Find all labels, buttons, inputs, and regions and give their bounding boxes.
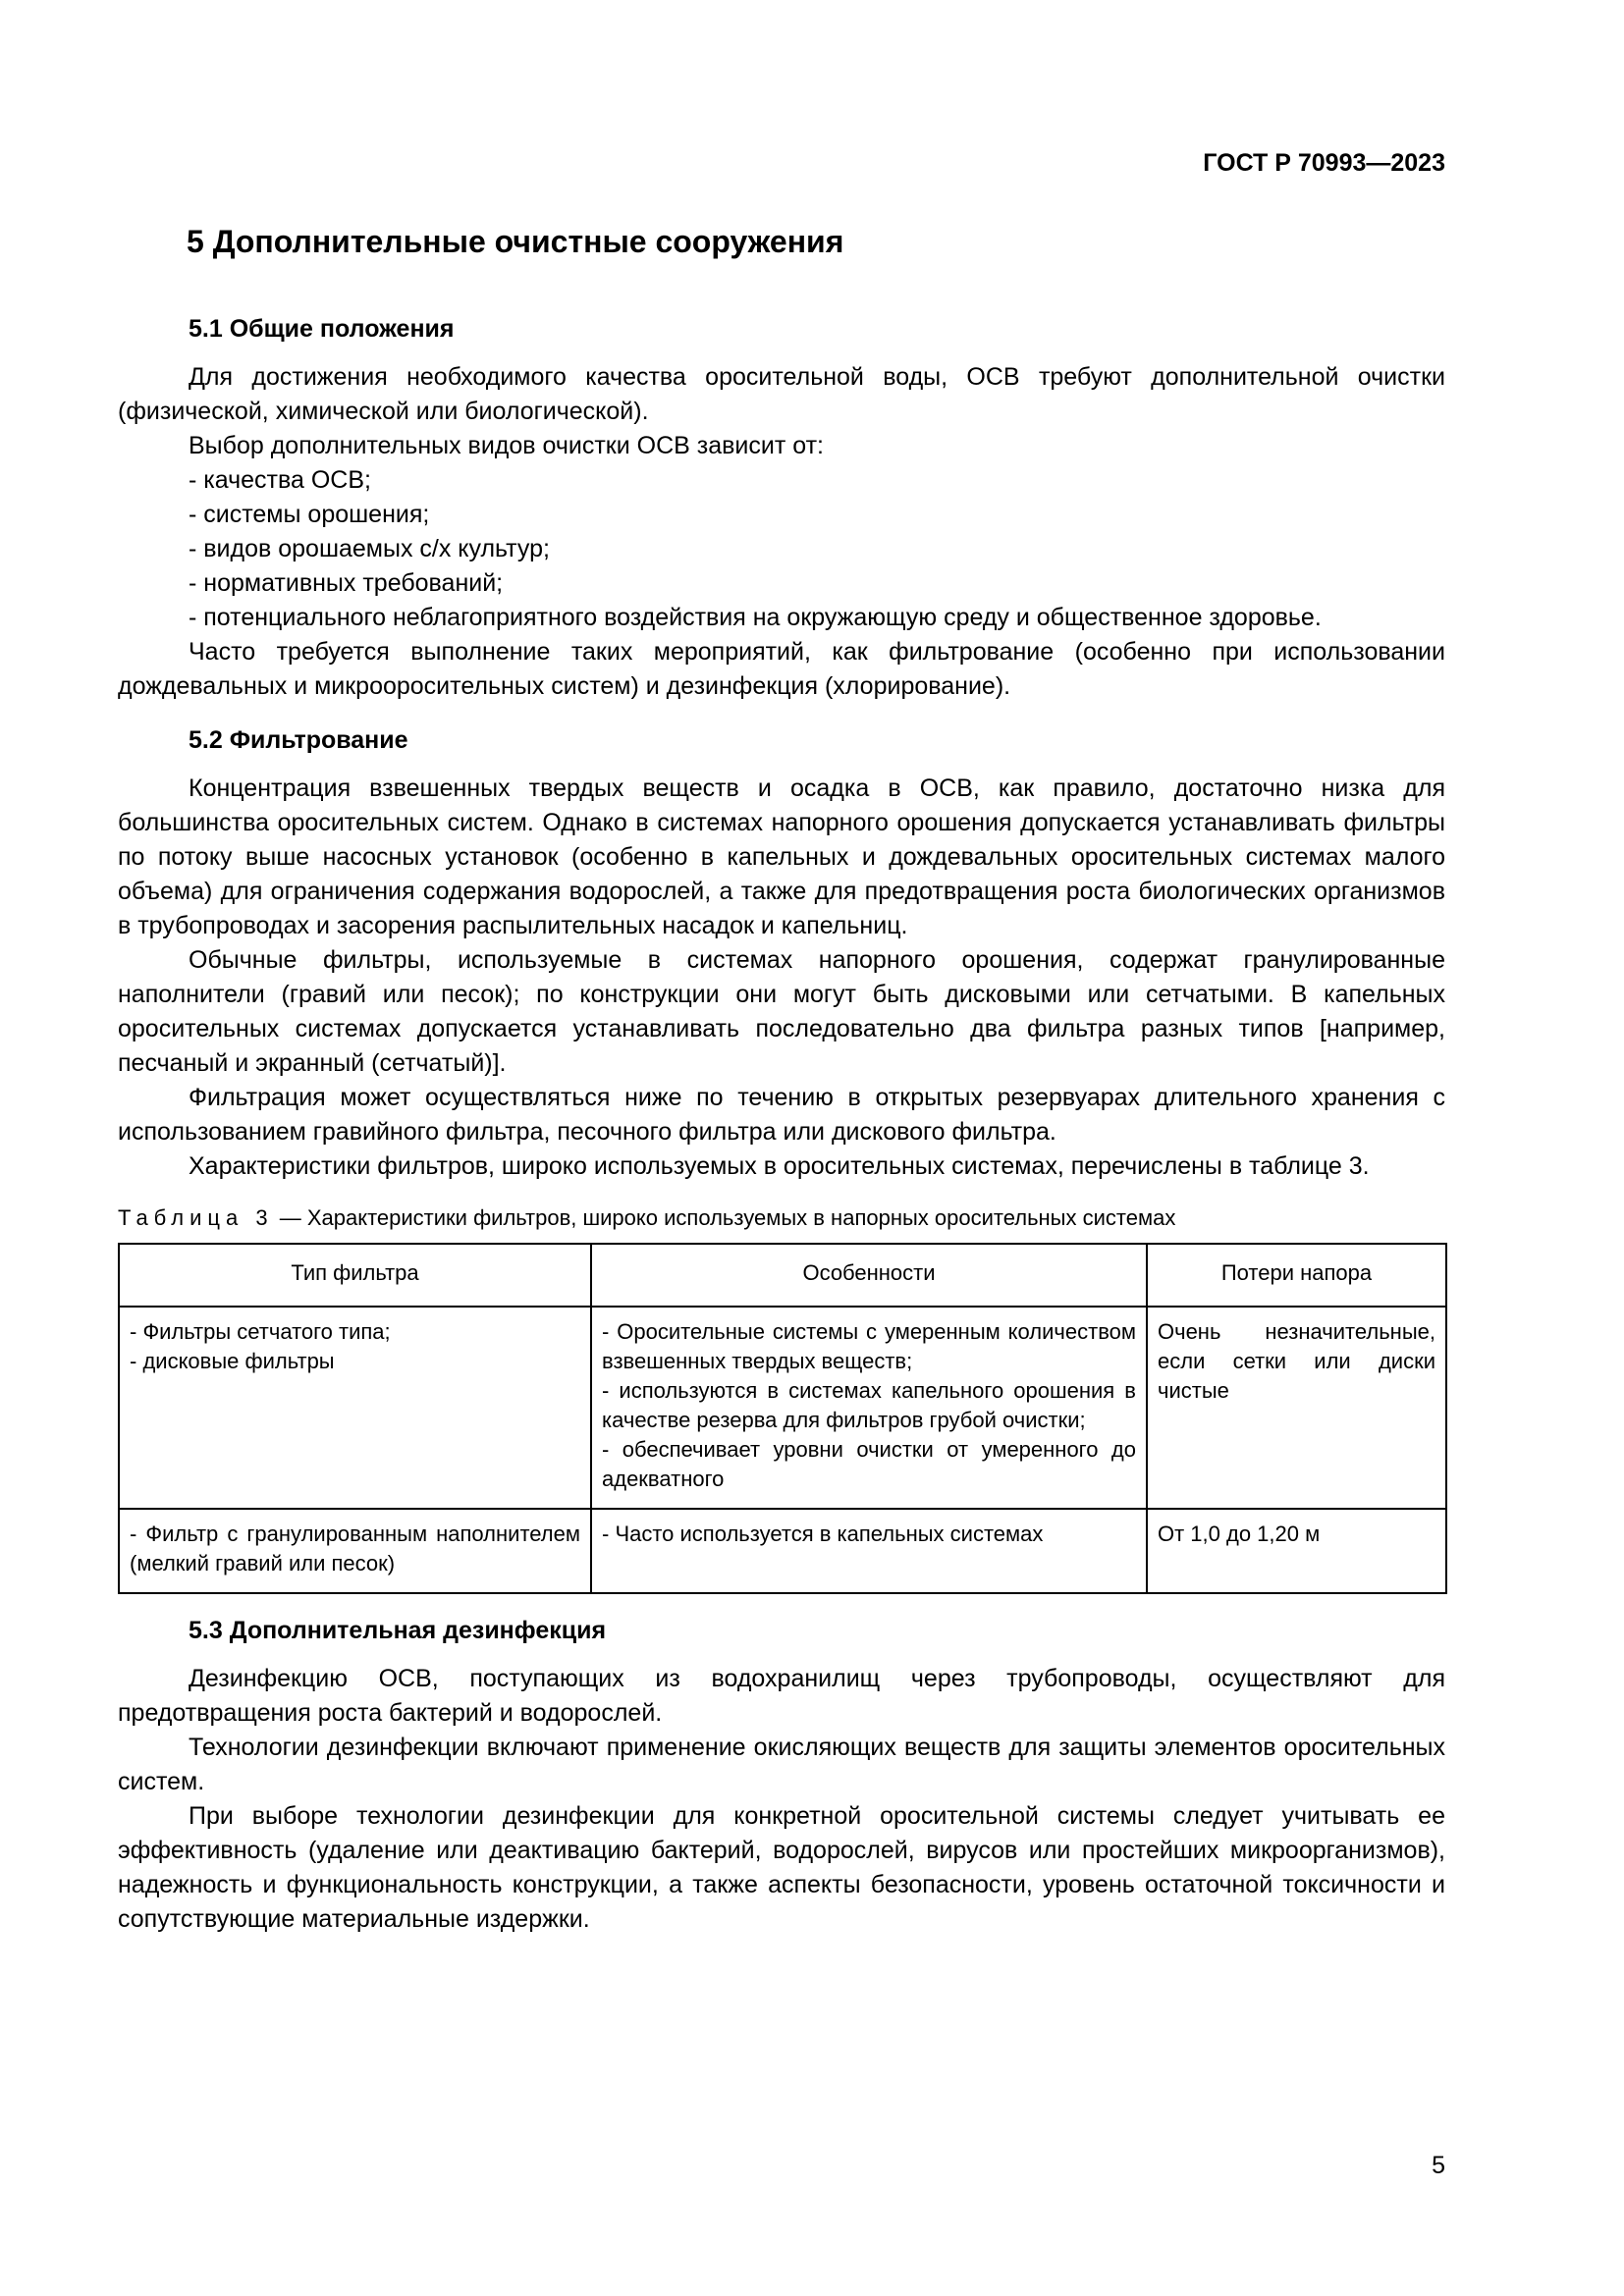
table-cell [591,1509,1147,1593]
cell-line: - Фильтры сетчатого типа; [130,1319,391,1344]
table-cell [119,1307,591,1509]
paragraph: Фильтрация может осуществляться ниже по течению в открытых резервуарах длительного хранения с использованием гравийного фильтра, песочного фильтра или дискового фильтра. [118,1084,1445,1146]
paragraph: Выбор дополнительных видов очистки ОСВ зависит от: [189,432,824,459]
subsection-title-5-1: 5.1 Общие положения [189,315,455,343]
list-item: - потенциального неблагоприятного воздействия на окружающую среду и общественное здоровье. [189,604,1322,631]
paragraph: Обычные фильтры, используемые в системах напорного орошения, содержат гранулированные наполнители (гравий или песок); по конструкции они могут быть дисковыми или сетчатыми. В капельных оросительных системах допускается устанавливать последовательно два фильтра разных типов [например, песчаный и экранный (сетчатый)]. [118,946,1445,1077]
table-caption [118,1203,1445,1233]
paragraph: Дезинфекцию ОСВ, поступающих из водохранилищ через трубопроводы, осуществляют для предотвращения роста бактерий и водорослей. [118,1665,1445,1727]
table-cell [591,1307,1147,1509]
column-header: Тип фильтра [119,1244,591,1307]
cell-line: - Фильтр с гранулированным наполнителем (мелкий гравий или песок) [130,1522,580,1575]
table-label: Таблица 3 [118,1205,274,1230]
document-body [118,312,1445,1937]
cell-line: - используются в системах капельного орошения в качестве резерва для фильтров грубой очистки; [602,1378,1136,1432]
table-cell [119,1509,591,1593]
document-code: ГОСТ Р 70993—2023 [1203,149,1445,177]
page-number: 5 [1432,2152,1445,2179]
table-cell: Очень незначительные, если сетки или диски чистые [1147,1307,1446,1509]
subsection-title-5-2: 5.2 Фильтрование [189,726,408,754]
cell-line: - Часто используется в капельных системах [602,1522,1044,1546]
list-item: - нормативных требований; [189,569,504,597]
list-item: - видов орошаемых с/х культур; [189,535,550,562]
paragraph: Технологии дезинфекции включают применение окисляющих веществ для защиты элементов оросительных систем. [118,1734,1445,1795]
paragraph: Характеристики фильтров, широко используемых в оросительных системах, перечислены в таблице 3. [189,1152,1370,1180]
table-caption-text: — Характеристики фильтров, широко используемых в напорных оросительных системах [273,1205,1176,1230]
filters-table [118,1243,1447,1594]
paragraph: Концентрация взвешенных твердых веществ и осадка в ОСВ, как правило, достаточно низка для большинства оросительных систем. Однако в системах напорного орошения допускается устанавливать фильтры по потоку выше насосных установок (особенно в капельных и дождевальных оросительных системах малого объема) для ограничения содержания водорослей, а также для предотвращения роста биологических организмов в трубопроводах и засорения распылительных насадок и капельниц. [118,774,1445,939]
column-header: Особенности [591,1244,1147,1307]
section-title: 5 Дополнительные очистные сооружения [187,224,844,259]
table-row [119,1307,1446,1509]
list-item: - системы орошения; [189,501,430,528]
paragraph: Для достижения необходимого качества оросительной воды, ОСВ требуют дополнительной очистки (физической, химической или биологической). [118,363,1445,425]
table-header-row [119,1244,1446,1307]
cell-line: - обеспечивает уровни очистки от умеренного до адекватного [602,1437,1136,1491]
subsection-title-5-3: 5.3 Дополнительная дезинфекция [189,1617,607,1644]
list-item: - качества ОСВ; [189,466,371,494]
paragraph: При выборе технологии дезинфекции для конкретной оросительной системы следует учитывать ее эффективность (удаление или деактивацию бактерий, водорослей, вирусов или простейших микроорганизмов), надежность и функциональность конструкции, а также аспекты безопасности, уровень остаточной токсичности и сопутствующие материальные издержки. [118,1802,1445,1933]
column-header: Потери напора [1147,1244,1446,1307]
table-cell: От 1,0 до 1,20 м [1147,1509,1446,1593]
table-row [119,1509,1446,1593]
cell-line: - дисковые фильтры [130,1349,335,1373]
cell-line: - Оросительные системы с умеренным количеством взвешенных твердых веществ; [602,1319,1136,1373]
paragraph: Часто требуется выполнение таких мероприятий, как фильтрование (особенно при использовании дождевальных и микрооросительных систем) и дезинфекция (хлорирование). [118,638,1445,700]
